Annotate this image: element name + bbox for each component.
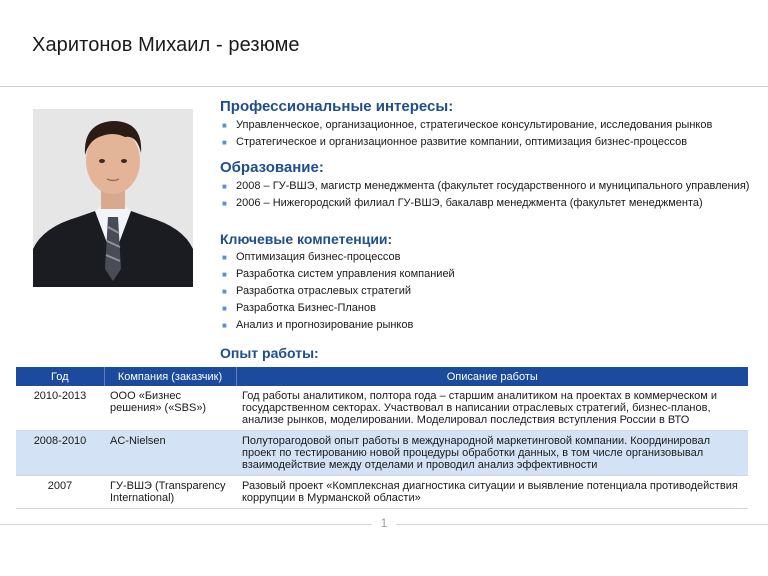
bullet-icon: ■	[222, 121, 227, 130]
list-item: ■ Анализ и прогнозирование рынков	[222, 319, 414, 331]
table-row	[16, 476, 748, 509]
list-item: ■ Разработка отраслевых стратегий	[222, 285, 412, 297]
bullet-icon: ■	[222, 321, 227, 330]
list-item: ■ Управленческое, организационное, стратегическое консультирование, исследования рынков	[222, 119, 713, 131]
title-divider	[0, 86, 768, 87]
page-title: Харитонов Михаил - резюме	[32, 34, 300, 56]
table-header-row	[16, 367, 748, 386]
cell-year: 2010-2013	[16, 386, 104, 431]
column-header-company: Компания (заказчик)	[104, 367, 236, 386]
profile-photo	[33, 109, 193, 287]
interests-section	[220, 98, 712, 153]
bullet-icon: ■	[222, 304, 227, 313]
list-item: ■ Стратегическое и организационное развитие компании, оптимизация бизнес-процессов	[222, 136, 688, 148]
table-row	[16, 431, 748, 476]
cell-year: 2007	[16, 476, 104, 509]
cell-company: AC-Nielsen	[104, 431, 236, 476]
competencies-list	[220, 251, 455, 332]
competencies-heading: Ключевые компетенции:	[220, 231, 393, 247]
bullet-icon: ■	[222, 138, 227, 147]
cell-company: ГУ-ВШЭ (Transparency International)	[104, 476, 236, 509]
bullet-icon: ■	[222, 182, 227, 191]
table-row	[16, 386, 748, 431]
bullet-icon: ■	[222, 287, 227, 296]
cell-description: Разовый проект «Комплексная диагностика ситуации и выявление потенциала противодействия коррупции в Мурманской области»	[236, 476, 748, 509]
list-item: ■ 2008 – ГУ-ВШЭ, магистр менеджмента (факультет государственного и муниципального управления)	[222, 180, 750, 192]
list-item: ■ Разработка систем управления компанией	[222, 268, 455, 280]
column-header-year: Год	[16, 367, 104, 386]
interests-heading: Профессиональные интересы:	[220, 98, 454, 115]
cell-description: Полуторагодовой опыт работы в международной маркетинговой компании. Координировал проект по тестированию новой процедуры обработки данных, в том числе организовывал взаимодействие между отделами и проводил анализ эффективности	[236, 431, 748, 476]
column-header-description: Описание работы	[236, 367, 748, 386]
page-number: 1	[372, 516, 396, 530]
interests-list	[220, 119, 712, 149]
list-item: ■ Оптимизация бизнес-процессов	[222, 251, 401, 263]
bullet-icon: ■	[222, 270, 227, 279]
education-list	[220, 180, 750, 210]
experience-heading: Опыт работы:	[220, 345, 319, 361]
bullet-icon: ■	[222, 253, 227, 262]
cell-year: 2008-2010	[16, 431, 104, 476]
list-item: ■ Разработка Бизнес-Планов	[222, 302, 376, 314]
competencies-section	[220, 231, 455, 336]
experience-table	[16, 367, 748, 509]
cell-description: Год работы аналитиком, полтора года – старшим аналитиком на проектах в коммерческом и государственном секторах. Участвовал в написании отраслевых стратегий, бизнес-планов, анализе рынков, моделировании. Моделировал последствия вступления России в ВТО	[236, 386, 748, 431]
education-section	[220, 159, 750, 214]
cell-company: ООО «Бизнес решения» («SBS»)	[104, 386, 236, 431]
bullet-icon: ■	[222, 199, 227, 208]
list-item: ■ 2006 – Нижегородский филиал ГУ-ВШЭ, бакалавр менеджмента (факультет менеджмента)	[222, 197, 703, 209]
experience-section	[220, 345, 319, 365]
education-heading: Образование:	[220, 159, 324, 176]
